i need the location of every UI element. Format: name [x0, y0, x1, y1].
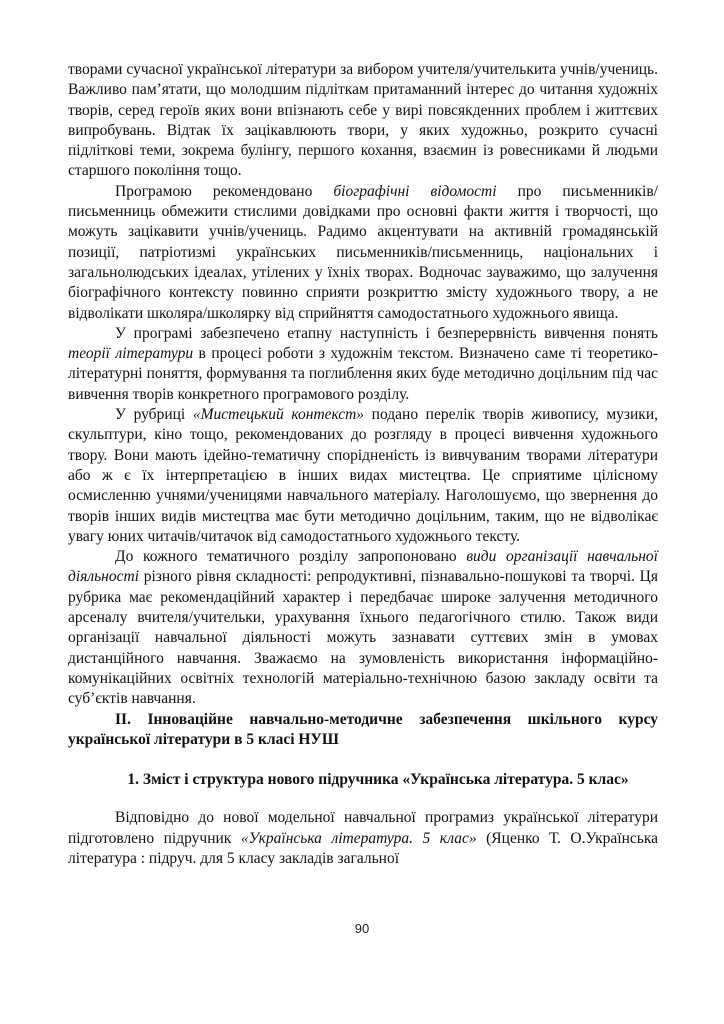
text-run: У програмі забезпечено етапну наступність і безперервність вивчення понять [115, 324, 658, 342]
spacer [68, 790, 658, 808]
page-body [68, 60, 658, 869]
emphasis-term: види організації навчальної діяльності [68, 548, 658, 586]
emphasis-title: «Українська література. 5 клас» [240, 829, 477, 847]
paragraph-art-context [68, 405, 658, 547]
text-run: Відповідно до нової модельної навчальної програмиз української літератури підготовлено підручник [68, 809, 658, 847]
paragraph-literary-theory [68, 324, 658, 405]
text-run: в процесі роботи з художнім текстом. Визначено саме ті теоретико-літературні поняття, формування та поглиблення яких буде методично доцільним під час вивчення творів конкретного програмового розділу. [68, 345, 658, 403]
text-run: У рубриці [115, 406, 193, 424]
subsection-heading: 1. Зміст і структура нового підручника «Українська література. 5 клас» [127, 771, 629, 789]
paragraph-continuation: творами сучасної української літератури за вибором учителя/учителькита учнів/учениць. Важливо пам’ятати, що молодшим підліткам притаманний інтерес до читання художніх творів, серед героїв яких вони впізнають себе у вирі повсякденних проблем і життєвих випробувань. Відтак їх зацікавлюють твори, у яких художньо, розкрито сучасні підліткові теми, зокрема булінгу, першого кохання, взаємин із ровесниками й людьми старшого покоління тощо. [68, 61, 658, 180]
emphasis-term: біографічні відомості [333, 182, 497, 200]
text-run: До кожного тематичного розділу запропоновано [115, 548, 467, 566]
page-number: 90 [354, 921, 370, 936]
spacer [68, 750, 658, 770]
text-run: Програмою рекомендовано [115, 182, 334, 200]
emphasis-term: теорії літератури [68, 345, 194, 363]
paragraph-textbook [68, 808, 658, 869]
text-run: про письменників/письменниць обмежити стислими довідками про основні факти життя і творчості, що можуть зацікавити учнів/учениць. Радимо акцентувати на активній громадянській позиції, патріотизмі українських письменників/письменниць, національних і загальнолюдських ідеалах, утілених у їхніх творах. Водночас зауважимо, що залучення біографічного контексту повинно сприяти розкриттю змісту художнього твору, а не відволікати школяра/школярку від сприйняття самодостатнього художнього явища. [68, 182, 658, 322]
emphasis-term: «Мистецький контекст» [192, 406, 365, 424]
section-heading: ІІ. Інноваційне навчально-методичне забезпечення шкільного курсу української літератури в 5 класі НУШ [68, 710, 658, 748]
paragraph-learning-activities [68, 547, 658, 709]
text-run: різного рівня складності: репродуктивні, пізнавально-пошукові та творчі. Ця рубрика має рекомендаційний характер і передбачає широке залучення методичного арсеналу вчителя/учительки, урахування їхнього педагогічного стилю. Також види організації навчальної діяльності можуть зазнавати суттєвих змін в умовах дистанційного навчання. Зважаємо на зумовленість використання інформаційно-комунікаційних освітніх технологій матеріально-технічною базою закладу освіти та суб’єктів навчання. [68, 568, 658, 708]
paragraph-biographical-info [68, 182, 658, 324]
text-run: подано перелік творів живопису, музики, скульптури, кіно тощо, рекомендованих до розгляду в процесі вивчення художнього твору. Вони мають ідейно-тематичну спорідненість із вивчуваним творами літератури або ж є їх інтерпретацією в інших видах мистецтва. Це сприятиме цілісному осмисленню учнями/ученицями навчального матеріалу. Наголошуємо, що звернення до творів інших видів мистецтва має бути методично доцільним, таким, що не відволікає увагу юних читачів/читачок від самодостатнього художнього тексту. [68, 406, 659, 545]
text-run: (Яценко Т. О.Українська література : підруч. для 5 класу закладів загальної [68, 829, 658, 867]
